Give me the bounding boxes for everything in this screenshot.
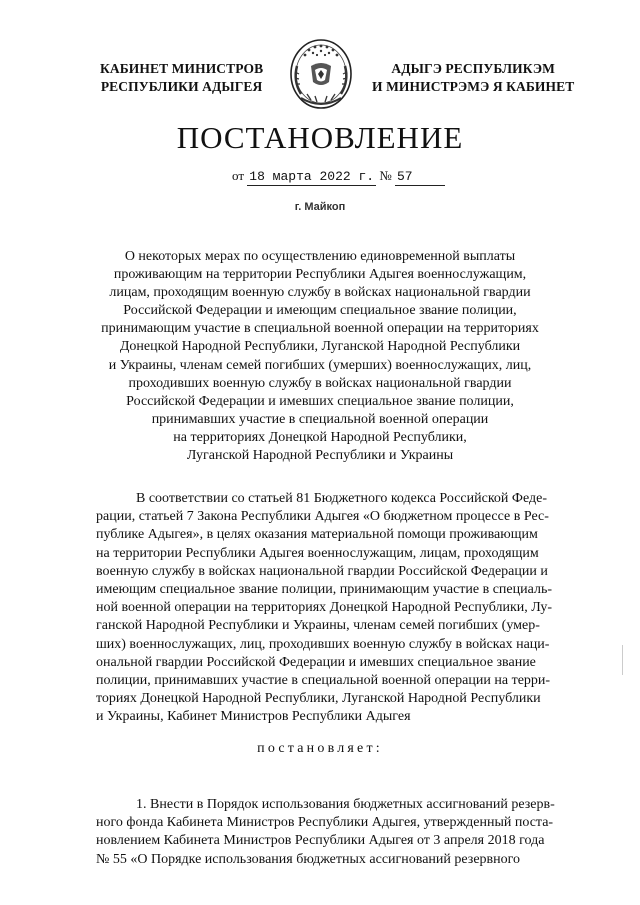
preamble-line: ной военной операции на территориях Донецкой Народной Республики, Лу- [96,600,553,616]
subject-line: на территориях Донецкой Народной Республики, [173,429,467,445]
margin-scan-mark [622,645,623,675]
preamble-line: и Украины, Кабинет Министров Республики Адыгея [96,709,411,725]
header-right-line: И МИНИСТРЭМЭ Я КАБИНЕТ [372,79,575,94]
header-left-line: КАБИНЕТ МИНИСТРОВ [100,61,264,76]
preamble-line: имеющим специальное звание полиции, принимающим участие в специаль- [96,582,552,598]
preamble-line: публике Адыгея», в целях оказания материальной помощи проживающим [96,527,538,543]
subject-line: принимающим участие в специальной военной операции на территориях [101,321,539,337]
date-from-label: от [232,168,245,183]
header-right-title [372,60,574,96]
header-right-line: АДЫГЭ РЕСПУБЛИКЭМ [391,61,555,76]
subject-line: Донецкой Народной Республики, Луганской Народной Республики [119,339,521,355]
subject-line: проходивших военную службу в войсках национальной гвардии [128,375,512,391]
item-line: новлением Кабинета Министров Республики Адыгея от 3 апреля 2018 года [96,833,545,849]
city-name: г. Майкоп [294,201,346,213]
preamble-line: военную службу в войсках национальной гвардии Российской Федерации и [96,563,548,579]
subject-line: и Украины, членам семей погибших (умерших) военнослужащих, лиц, [108,357,532,373]
header-left-title [100,60,263,96]
preamble-line: рации, статьей 7 Закона Республики Адыгея «О бюджетном процессе в Рес- [96,509,549,525]
coat-of-arms-icon [287,36,355,112]
item-line: ного фонда Кабинета Министров Республики Адыгея, утвержденный поста- [96,815,554,831]
item-line: 1. Внести в Порядок использования бюджетных ассигнований резерв- [136,797,555,812]
subject-line: лицам, проходящим военную службу в войсках национальной гвардии [109,285,531,301]
number-sign: № [379,168,392,183]
preamble-line: В соответствии со статьей 81 Бюджетного кодекса Российской Феде- [136,491,547,506]
preamble-line: на территории Республики Адыгея военнослужащим, лицам, проходящим [96,545,539,561]
preamble-paragraph [96,490,580,727]
date-number-line [232,168,445,186]
document-title: ПОСТАНОВЛЕНИЕ [176,120,464,155]
preamble-line: ганской Народной Республики и Украины, членам семей погибших (умер- [96,618,540,634]
document-number: 57 [395,169,445,186]
subject-line: принимавших участие в специальной военной операции [151,411,489,427]
preamble-line: ших) военнослужащих, лиц, проходивших военную службу в войсках нaци- [96,636,550,652]
item-1-paragraph [96,796,580,869]
item-line: № 55 «О Порядке использования бюджетных ассигнований резервного [96,851,521,867]
decree-word: постановляет: [257,741,383,756]
subject-line: проживающим на территории Республики Адыгея военнослужащим, [113,267,527,283]
preamble-line: полиции, принимавших участие в специальной военной операции на терри- [96,673,551,689]
document-date: 18 марта 2022 г. [249,169,375,184]
subject-line: Российской Федерации и имеющим специальное звание полиции, [123,303,517,319]
preamble-line: ториях Донецкой Народной Республики, Луганской Народной Республики [96,691,541,707]
subject-line: Луганской Народной Республики и Украины [186,448,454,464]
header-left-line: РЕСПУБЛИКИ АДЫГЕЯ [100,79,263,94]
subject-line: Российской Федерации и имевших специальное звание полиции, [126,393,514,409]
subject-line: О некоторых мерах по осуществлению единовременной выплаты [124,249,516,264]
document-subject [100,248,540,465]
preamble-line: ональной гвардии Российской Федерации и имевших специальное звание [96,654,536,670]
